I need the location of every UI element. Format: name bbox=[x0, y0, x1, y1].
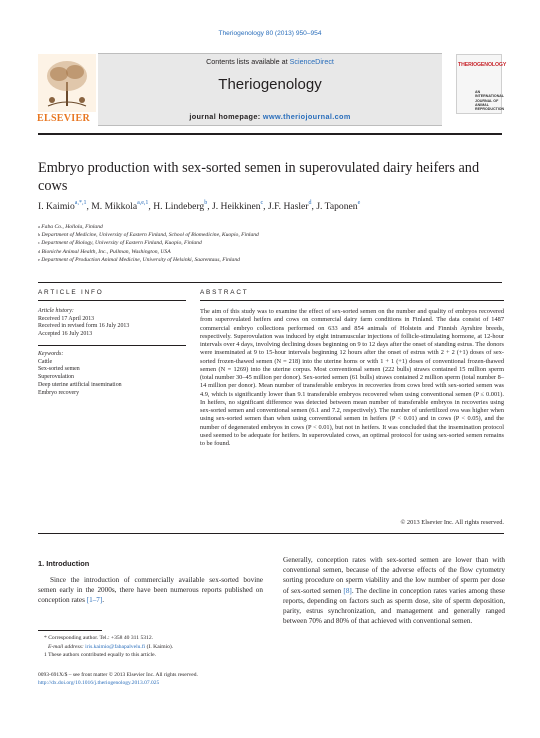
article-title: Embryo production with sex-sorted semen in superovulated dairy heifers and cows bbox=[38, 160, 480, 194]
affiliation-marker: b bbox=[38, 232, 41, 238]
accepted-date: Accepted 16 July 2013 bbox=[38, 331, 93, 338]
cover-subtitle-line: AN INTERNATIONAL bbox=[475, 90, 505, 99]
section-heading-introduction: 1. Introduction bbox=[38, 559, 90, 568]
header-rule bbox=[38, 133, 502, 135]
email-suffix: (I. Kaimio). bbox=[145, 643, 174, 650]
introduction-paragraph bbox=[38, 575, 263, 606]
footnote-rule bbox=[38, 630, 102, 631]
cover-subtitle bbox=[475, 90, 505, 112]
publisher-name: ELSEVIER bbox=[37, 113, 90, 124]
affiliation-marker: a bbox=[38, 224, 40, 229]
affiliation-marker: e bbox=[38, 256, 40, 262]
keyword-item: Superovulation bbox=[38, 374, 74, 381]
issn-line: 0093-691X/$ – see front matter © 2013 Elsevier Inc. All rights reserved. bbox=[38, 672, 198, 678]
affiliation-marker: c bbox=[38, 240, 40, 246]
journal-homepage bbox=[98, 112, 442, 121]
affiliation-item bbox=[38, 231, 502, 239]
contents-prefix: Contents lists available at bbox=[206, 57, 290, 66]
author-affiliation-marker[interactable]: c bbox=[260, 200, 264, 206]
author-name: M. Mikkola bbox=[91, 201, 138, 212]
equal-contribution-note: 1 These authors contributed equally to this article. bbox=[44, 652, 157, 659]
history-label: Article history: bbox=[38, 308, 74, 314]
cover-subtitle-line: JOURNAL OF bbox=[475, 98, 499, 103]
affiliation-item bbox=[38, 223, 502, 231]
author-name: J. Heikkinen bbox=[212, 201, 261, 212]
author-affiliation-marker[interactable]: e bbox=[357, 200, 361, 206]
affiliation-text: Department of Production Animal Medicine, University of Helsinki, Saarentaus, Finland bbox=[41, 256, 240, 263]
author-name: J. Taponen bbox=[316, 201, 358, 212]
article-info-rule bbox=[38, 300, 186, 301]
citation-link[interactable]: [1–7] bbox=[86, 596, 103, 605]
doi-link[interactable]: http://dx.doi.org/10.1016/j.theriogenology.2013.07.025 bbox=[38, 679, 160, 686]
affiliation-item bbox=[38, 239, 502, 247]
abstract-rule bbox=[200, 300, 504, 301]
keywords-rule bbox=[38, 345, 186, 346]
journal-reference[interactable]: Theriogenology 80 (2013) 950–954 bbox=[218, 30, 322, 37]
author-affiliation-marker[interactable]: a,*,1 bbox=[74, 200, 87, 206]
email-note bbox=[38, 643, 263, 652]
email-link[interactable]: iris.kaimio@fabapalvelu.fi bbox=[85, 643, 146, 650]
affiliation-list bbox=[38, 223, 502, 264]
affiliation-text: Department of Medicine, University of Eastern Finland, School of Biomedicine, Kuopio, Finland bbox=[41, 232, 259, 239]
received-date: Received 17 April 2013 bbox=[38, 315, 95, 322]
affiliation-marker: d bbox=[38, 248, 41, 254]
publication-info bbox=[38, 672, 298, 688]
affiliation-text: Faba Co., Hollola, Finland bbox=[41, 224, 103, 230]
affiliation-item bbox=[38, 248, 502, 256]
author-affiliation-marker[interactable]: d bbox=[308, 200, 312, 206]
author-list: I. Kaimio$^{a,*,1}$, M. Mikkola$^{a,e,1}$, H. Lindeberg$^b$, J. Heikkinen$^c$, J.F. Hasler$^d$, J. Taponen$^e$ bbox=[38, 200, 361, 212]
keyword-item: Cattle bbox=[38, 358, 53, 365]
sciencedirect-link[interactable]: ScienceDirect bbox=[289, 57, 334, 66]
article-info-heading: ARTICLE INFO bbox=[38, 289, 104, 296]
cover-subtitle-line: ANIMAL REPRODUCTION bbox=[475, 102, 505, 112]
revised-date: Received in revised form 16 July 2013 bbox=[38, 323, 130, 330]
email-label: E-mail address: bbox=[48, 643, 86, 650]
author-affiliation-marker[interactable]: a,e,1 bbox=[137, 200, 149, 206]
corresponding-author-note: * Corresponding author. Tel.: +358 40 311 5312. bbox=[44, 635, 154, 641]
footnotes bbox=[38, 634, 263, 660]
intro-text: . bbox=[102, 596, 105, 605]
section-divider bbox=[38, 282, 502, 283]
homepage-prefix: journal homepage: bbox=[189, 112, 263, 121]
cover-title: THERIOGENOLOGY bbox=[458, 62, 507, 68]
intro-text: . The decline in conception rates varies among these reports, depending on factors such as sperm dose, site of sperm deposition, parity, estrus synchronization, and management and generally ranged between 70% and 80% of that achieved with conventional semen. bbox=[283, 586, 505, 626]
keyword-item: Deep uterine artificial insemination bbox=[38, 381, 122, 388]
citation-link[interactable]: [8] bbox=[343, 586, 352, 595]
abstract-heading: ABSTRACT bbox=[200, 289, 249, 296]
journal-name: Theriogenology bbox=[218, 76, 322, 93]
abstract-body: The aim of this study was to examine the effect of sex-sorted semen on the number and quality of embryos recovered from superovulated heifers and cows on commercial dairy farm conditions in Finland. The data consist of 1487 commercial embryo collections performed on 633 and 854 animals of Holstein and Finnish Ayrshire breeds, respectively. Superovulation was induced by eight intramuscular injections of follicle-stimulating hormone, at 12-hour intervals over 4 days, involving declining doses beginning on 9 to 12 days after the onset of standing estrus. The donors were inseminated at 9 to 15-hour intervals beginning 12 hours after the onset of estrus with 2 + 2 (+1) doses of sex-sorted frozen-thawed semen (N = 218) into the uterine horns or with 1 + 1 (+1) doses of conventional frozen-thawed semen (N = 1269) into the uterine corpus. Most conventional semen (222 bulls) straws contained 15 million sperm (total number 30–45 million per donor). Sex-sorted semen (61 bulls) straws contained 2 million sperm (total number 8–14 million per donor). Mean number of transferable embryos in recoveries from cows bred with sex-sorted semen was 4.9, which is significantly lower than 9.1 transferable embryos recovered when using conventional semen (P ≤ 0.001). In heifers, no significant difference was detected between mean number of transferable embryos in recoveries using sex-sorted semen and conventional semen (6.1 and 7.2, respectively). The number of unfertilized ova was higher when using sex-sorted semen than when using conventional semen in heifers (P < 0.01) and in cows (P < 0.05), and the number of degenerated embryos in cows (P < 0.01), but not in heifers. It was concluded that the insemination protocol used seemed to be adequate for heifers. In superovulated cows, an optimal protocol for using sex-sorted semen remains to be found. bbox=[200, 308, 504, 447]
affiliation-text: Bioniche Animal Health, Inc., Pullman, Washington, USA bbox=[41, 248, 171, 255]
affiliation-item bbox=[38, 256, 502, 264]
keyword-item: Embryo recovery bbox=[38, 389, 80, 396]
intro-text: Generally, conception rates with sex-sorted semen are lower than with conventional semen, because of the adverse effects of the flow cytometry sorting procedure on sperm viability and the low number of sperm per dose of sex-sorted semen bbox=[283, 556, 505, 595]
abstract-bottom-rule bbox=[38, 533, 504, 534]
author-name: H. Lindeberg bbox=[153, 201, 205, 212]
author-affiliation-marker[interactable]: b bbox=[204, 200, 208, 206]
keyword-item: Sex-sorted semen bbox=[38, 366, 80, 373]
article-history bbox=[38, 308, 186, 339]
intro-text: Since the introduction of commercially available sex-sorted bovine semen early in the 2000s, there have been numerous reports published on conception rates bbox=[38, 576, 263, 605]
homepage-link[interactable]: www.theriojournal.com bbox=[262, 112, 351, 121]
contents-availability bbox=[98, 57, 442, 66]
introduction-paragraph-continued bbox=[283, 555, 505, 626]
author-name: I. Kaimio bbox=[38, 201, 75, 212]
author-name: J.F. Hasler bbox=[267, 201, 309, 212]
keywords-block bbox=[38, 351, 186, 397]
keywords-label: Keywords: bbox=[38, 351, 64, 357]
affiliation-text: Department of Biology, University of Eastern Finland, Kuopio, Finland bbox=[41, 240, 202, 247]
copyright-notice: © 2013 Elsevier Inc. All rights reserved. bbox=[400, 519, 504, 526]
